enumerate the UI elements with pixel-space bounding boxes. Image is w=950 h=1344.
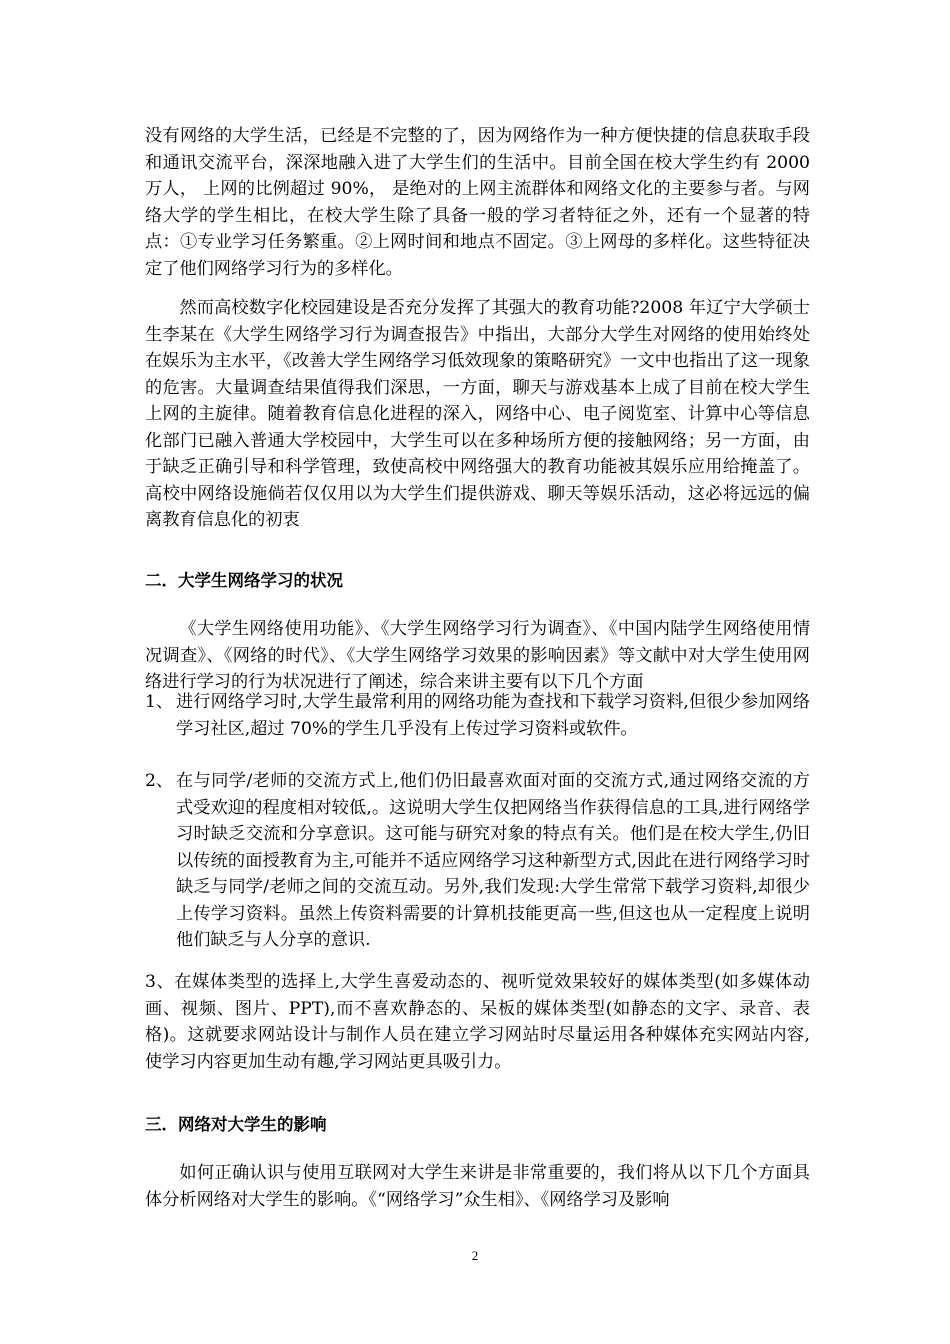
list-number: 1、 — [145, 692, 174, 712]
paragraph-impact: 如何正确认识与使用互联网对大学生来讲是非常重要的，我们将从以下几个方面具体分析网络对大学生的影响。《“网络学习”众生相》、《网络学习及影响 — [145, 1163, 810, 1210]
list-item-1 — [145, 689, 810, 742]
section-heading-2: 二．大学生网络学习的状况 — [145, 571, 343, 590]
list-number: 2、 — [145, 771, 174, 791]
section-heading-3: 三．网络对大学生的影响 — [145, 1115, 327, 1134]
paragraph-intro: 没有网络的大学生活，已经是不完整的了，因为网络作为一种方便快捷的信息获取手段和通讯交流平台，深深地融入进了大学生们的生活中。目前全国在校大学生约有 2000 万人， 上网的比例超过 90%， 是绝对的上网主流群体和网络文化的主要参与者。与网络大学的学生相比，在校大学生除了具备一般的学习者特征之外，还有一个显著的特点：①专业学习任务繁重。②上网时间和地点不固定。③上网母的多样化。这些特征决定了他们网络学习行为的多样化。 — [145, 126, 810, 279]
list-item-2 — [145, 768, 810, 954]
page-number: 2 — [471, 1248, 479, 1263]
paragraph-media: 3、在媒体类型的选择上,大学生喜爱动态的、视听觉效果较好的媒体类型(如多媒体动画、视频、图片、PPT),而不喜欢静态的、呆板的媒体类型(如静态的文字、录音、表格)。这就要求网站设计与制作人员在建立学习网站时尽量运用各种媒体充实网站内容,使学习内容更加生动有趣,学习网站更具吸引力。 — [145, 972, 810, 1072]
paragraph-literature: 《大学生网络使用功能》、《大学生网络学习行为调查》、《中国内陆学生网络使用情况调查》、《网络的时代》、《大学生网络学习效果的影响因素》等文献中对大学生使用网络进行学习的行为状况进行了阐述，综合来讲主要有以下几个方面 — [145, 619, 810, 692]
list-item-text: 在与同学/老师的交流方式上,他们仍旧最喜欢面对面的交流方式,通过网络交流的方式受欢迎的程度相对较低,。这说明大学生仅把网络当作获得信息的工具,进行网络学习时缺乏交流和分享意识。这可能与研究对象的特点有关。他们是在校大学生,仍旧以传统的面授教育为主,可能并不适应网络学习这种新型方式,因此在进行网络学习时缺乏与同学/老师之间的交流互动。另外,我们发现:大学生常常下载学习资料,却很少上传学习资料。虽然上传资料需要的计算机技能更高一些,但这也从一定程度上说明他们缺乏与人分享的意识. — [176, 771, 810, 950]
list-item-text: 进行网络学习时,大学生最常利用的网络功能为查找和下载学习资料,但很少参加网络学习社区,超过 70%的学生几乎没有上传过学习资料或软件。 — [176, 692, 810, 739]
paragraph-campus: 然而高校数字化校园建设是否充分发挥了其强大的教育功能?2008 年辽宁大学硕士生李某在《大学生网络学习行为调查报告》中指出，大部分大学生对网络的使用始终处在娱乐为主水平，《改善大学生网络学习低效现象的策略研究》一文中也指出了这一现象的危害。大量调查结果值得我们深思，一方面，聊天与游戏基本上成了目前在校大学生上网的主旋律。随着教育信息化进程的深入，网络中心、电子阅览室、计算中心等信息化部门已融入普通大学校园中，大学生可以在多种场所方便的接触网络；另一方面，由于缺乏正确引导和科学管理，致使高校中网络强大的教育功能被其娱乐应用给掩盖了。高校中网络设施倘若仅仅用以为大学生们提供游戏、聊天等娱乐活动，这必将远远的偏离教育信息化的初衷 — [145, 298, 810, 530]
